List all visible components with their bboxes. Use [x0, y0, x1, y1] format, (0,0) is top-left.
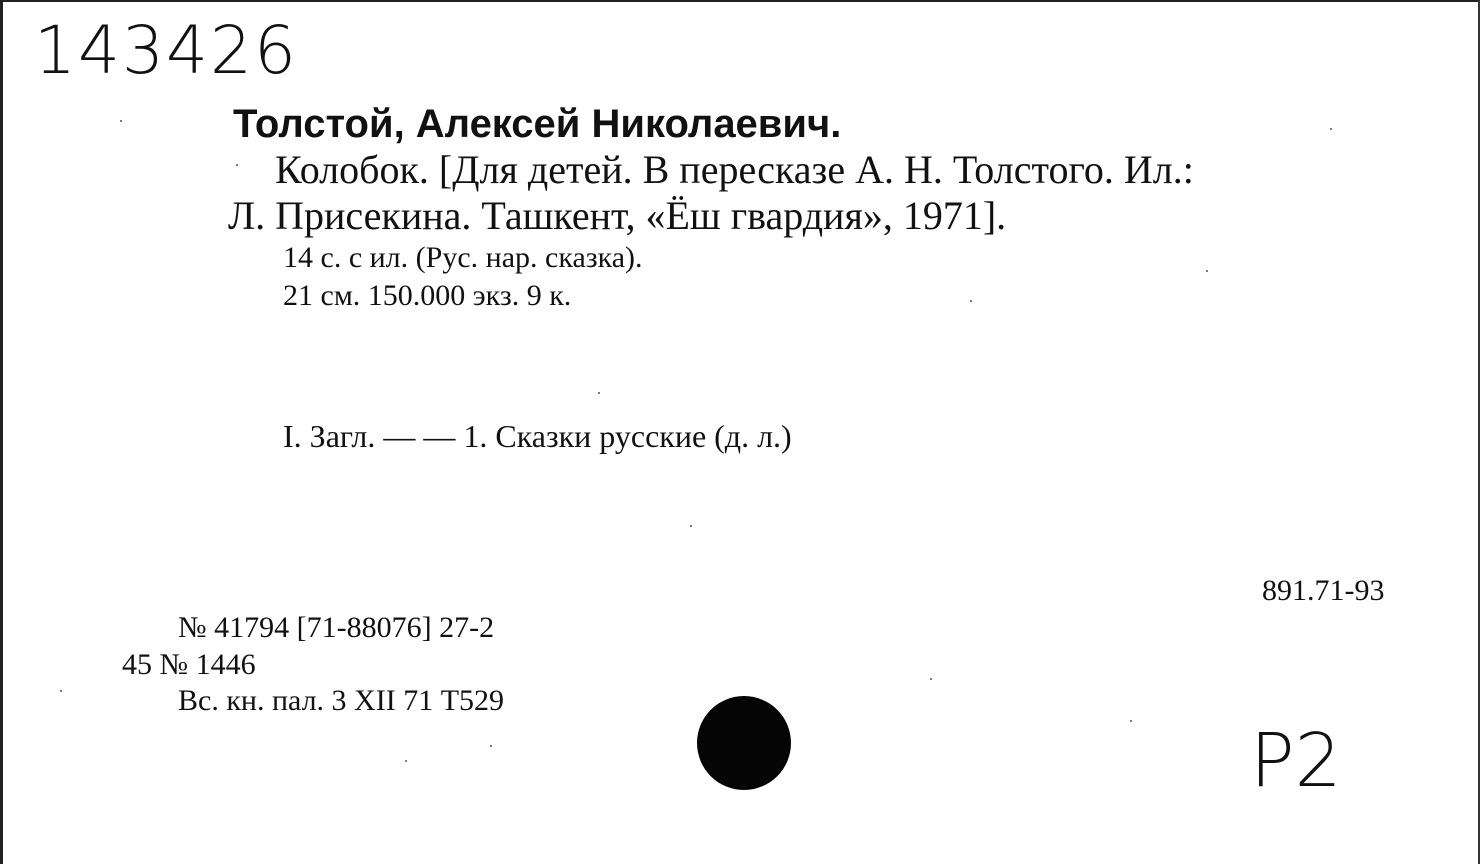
handwritten-mark: P2: [1250, 718, 1342, 804]
title-line-1: Колобок. [Для детей. В пересказе А. Н. Толстого. Ил.:: [275, 147, 1194, 192]
registry-number-line-2: 45 № 1446: [122, 648, 256, 681]
author-heading: Толстой, Алексей Николаевич.: [233, 102, 842, 146]
handwritten-number: 143426: [34, 12, 298, 89]
scan-speck: [1330, 128, 1332, 130]
subject-tracings: I. Загл. — — 1. Сказки русские (д. л.): [283, 418, 792, 454]
scan-speck: [236, 164, 238, 166]
punch-hole: [697, 696, 791, 790]
scan-speck: [1206, 270, 1208, 272]
title-line-2: Л. Присекина. Ташкент, «Ёш гвардия», 1971].: [228, 193, 1007, 238]
registry-number-line-3: Вс. кн. пал. 3 XII 71 Т529: [178, 684, 505, 717]
collation-line-1: 14 с. с ил. (Рус. нар. сказка).: [283, 241, 643, 274]
scan-speck: [405, 760, 407, 762]
card-left-edge: [0, 0, 3, 864]
card-top-edge: [0, 0, 1480, 2]
scan-speck: [690, 525, 692, 527]
scan-speck: [60, 690, 62, 692]
scan-speck: [598, 392, 600, 394]
scan-speck: [930, 678, 932, 680]
collation-line-2: 21 см. 150.000 экз. 9 к.: [283, 279, 572, 312]
classification-number: 891.71-93: [1262, 574, 1385, 607]
registry-number-line-1: № 41794 [71-88076] 27-2: [178, 611, 495, 644]
scan-speck: [490, 745, 492, 747]
scan-speck: [970, 300, 972, 302]
scan-speck: [1130, 720, 1132, 722]
scan-speck: [120, 120, 122, 122]
